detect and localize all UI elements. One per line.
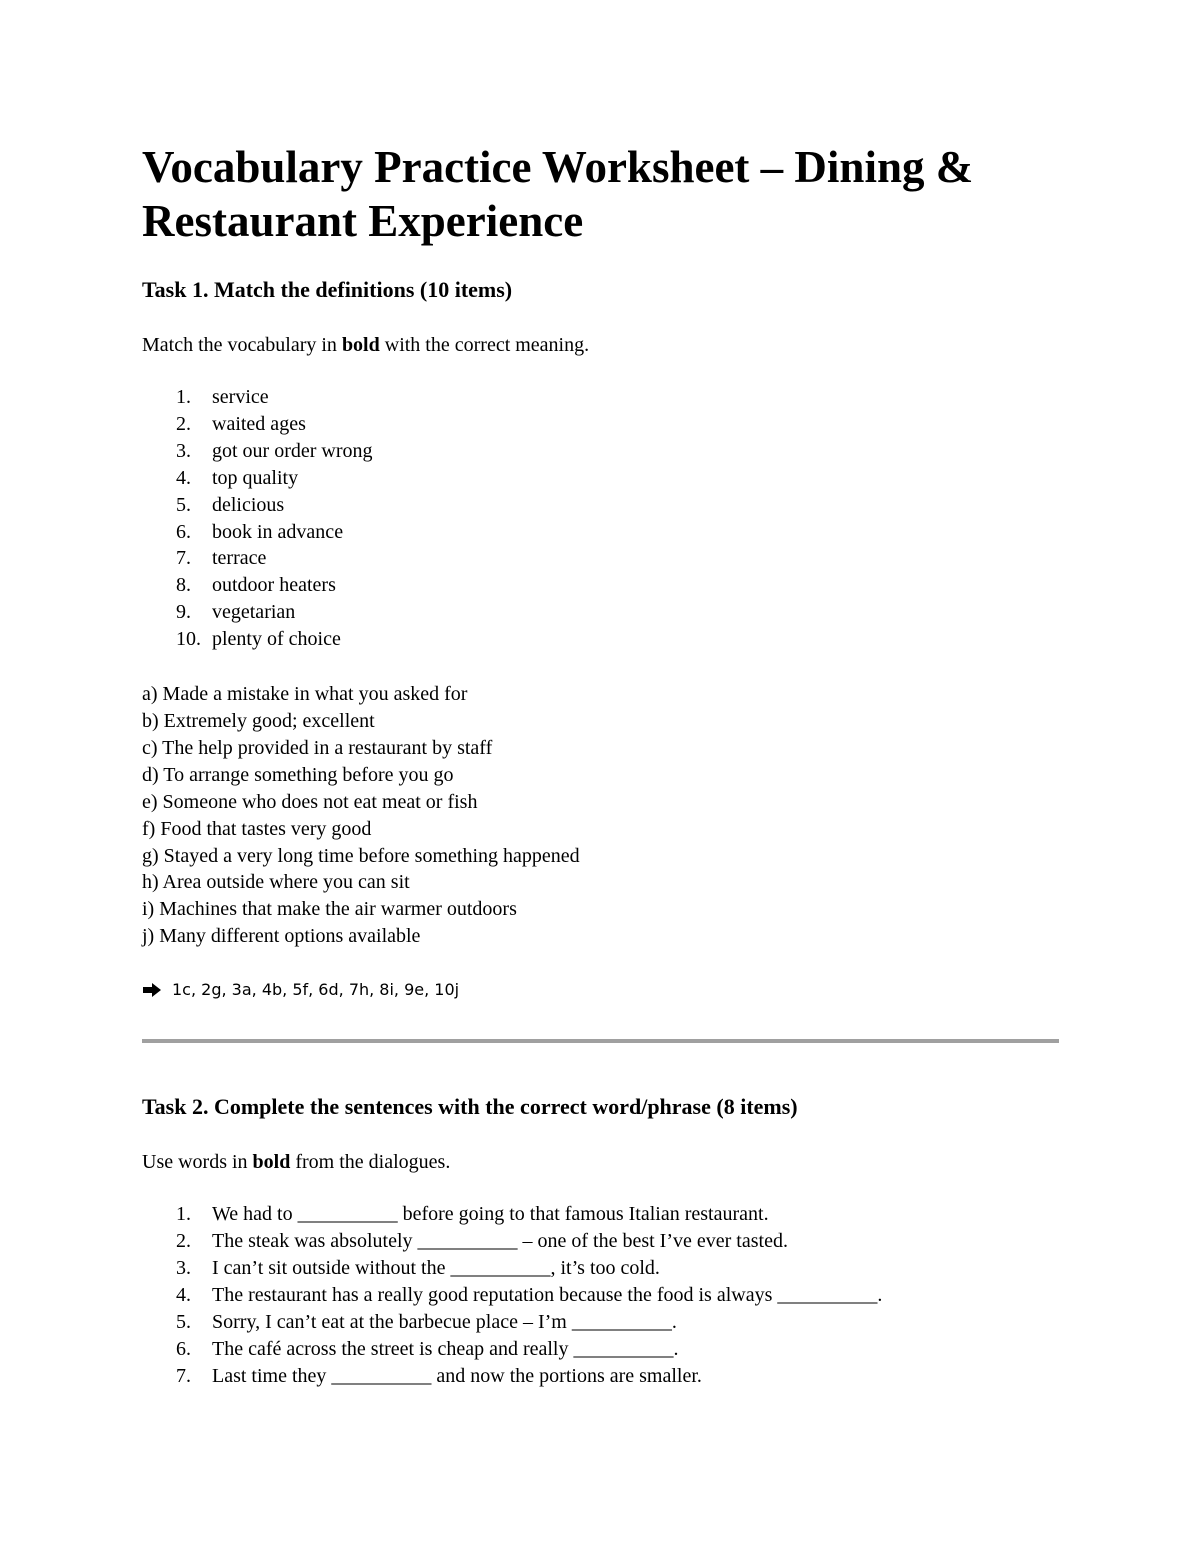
list-item: 3. I can’t sit outside without the __________, it’s too cold.	[176, 1256, 660, 1279]
list-item: 2. waited ages	[176, 412, 306, 435]
list-item: 7. terrace	[176, 547, 267, 570]
list-item: 1. We had to __________ before going to that famous Italian restaurant.	[176, 1203, 769, 1226]
definition-item: b) Extremely good; excellent	[142, 709, 375, 732]
title-line-2: Restaurant Experience	[142, 196, 584, 246]
definition-item: i) Machines that make the air warmer outdoors	[142, 898, 517, 921]
definition-item: a) Made a mistake in what you asked for	[142, 683, 468, 706]
list-item: 9. vegetarian	[176, 601, 296, 624]
right-arrow-icon	[142, 982, 162, 998]
task2-instruction: Use words in bold from the dialogues.	[142, 1151, 451, 1174]
task1-instruction: Match the vocabulary in bold with the correct meaning.	[142, 334, 590, 356]
section-divider	[142, 1039, 1059, 1043]
definition-item: g) Stayed a very long time before something happened	[142, 844, 580, 867]
worksheet-title	[142, 140, 1062, 248]
list-item: 1. service	[176, 386, 269, 408]
definition-item: f) Food that tastes very good	[142, 817, 372, 840]
task2-sentence-list	[142, 1201, 1062, 1389]
list-item: 5. delicious	[176, 493, 285, 516]
list-item: 5. Sorry, I can’t eat at the barbecue place – I’m __________.	[176, 1310, 677, 1333]
definition-item: h) Area outside where you can sit	[142, 871, 410, 894]
list-item: 4. The restaurant has a really good reputation because the food is always __________.	[176, 1283, 883, 1306]
task2-heading: Task 2. Complete the sentences with the correct word/phrase (8 items)	[142, 1094, 798, 1120]
list-item: 3. got our order wrong	[176, 439, 373, 462]
task1-heading: Task 1. Match the definitions (10 items)	[142, 277, 513, 302]
task1-definitions-list	[142, 681, 1062, 950]
task1-vocab-list	[142, 384, 1062, 653]
list-item: 6. The café across the street is cheap and really __________.	[176, 1337, 679, 1360]
worksheet-page	[142, 140, 1062, 1389]
list-item: 8. outdoor heaters	[176, 574, 336, 597]
list-item: 2. The steak was absolutely __________ – one of the best I’ve ever tasted.	[176, 1230, 788, 1253]
list-item: 4. top quality	[176, 466, 299, 489]
answer-text: 1c, 2g, 3a, 4b, 5f, 6d, 7h, 8i, 9e, 10j	[172, 980, 460, 1000]
list-item: 7. Last time they __________ and now the portions are smaller.	[176, 1364, 702, 1387]
definition-item: e) Someone who does not eat meat or fish	[142, 790, 478, 813]
list-item: 10. plenty of choice	[176, 628, 341, 651]
definition-item: c) The help provided in a restaurant by staff	[142, 736, 493, 759]
definition-item: d) To arrange something before you go	[142, 763, 454, 786]
task1-answer-key	[142, 978, 1062, 1002]
list-item: 6. book in advance	[176, 520, 344, 543]
definition-item: j) Many different options available	[142, 925, 421, 948]
title-line-1: Vocabulary Practice Worksheet – Dining &	[142, 142, 974, 192]
